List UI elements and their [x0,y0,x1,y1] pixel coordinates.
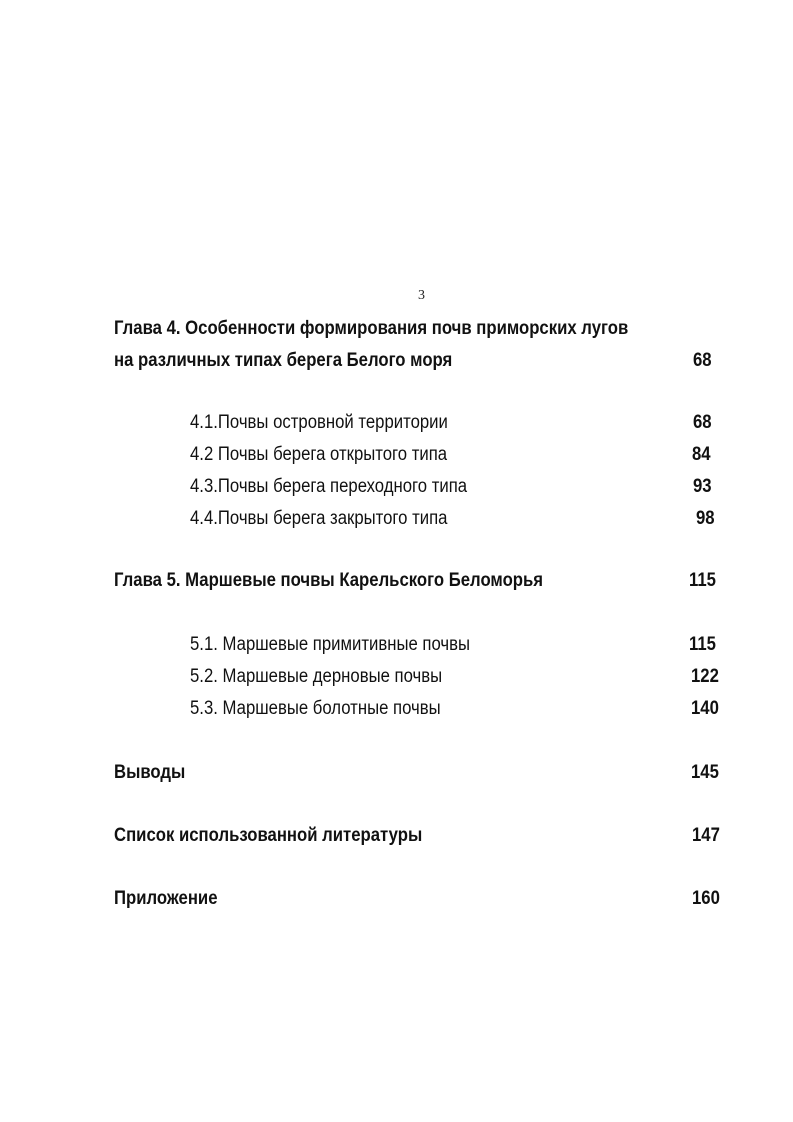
section-4-1-label: 4.1.Почвы островной территории [190,412,448,433]
conclusions-label: Выводы [114,762,186,783]
chapter-4-title-line-2: на различных типах берега Белого моря [114,350,453,371]
section-5-3-page: 140 [691,698,719,719]
section-5-1-page: 115 [689,634,716,655]
chapter-4-page: 68 [693,350,712,371]
chapter-5-page: 115 [689,570,716,591]
section-5-1-label: 5.1. Маршевые примитивные почвы [190,634,471,655]
references-page: 147 [692,825,720,846]
references-label: Список использованной литературы [114,825,423,846]
section-5-2-label: 5.2. Маршевые дерновые почвы [190,666,443,687]
section-4-4-label: 4.4.Почвы берега закрытого типа [190,508,448,529]
section-4-4-page: 98 [696,508,715,529]
section-4-3-label: 4.3.Почвы берега переходного типа [190,476,468,497]
section-4-2-label: 4.2 Почвы берега открытого типа [190,444,448,465]
section-5-3-label: 5.3. Маршевые болотные почвы [190,698,441,719]
conclusions-page: 145 [691,762,719,783]
section-4-1-page: 68 [693,412,712,433]
chapter-4-title-line-1: Глава 4. Особенности формирования почв приморских лугов [114,318,629,339]
section-4-2-page: 84 [692,444,711,465]
chapter-5-title: Глава 5. Маршевые почвы Карельского Беломорья [114,570,544,591]
section-5-2-page: 122 [691,666,719,687]
appendix-page: 160 [692,888,720,909]
page-number: 3 [418,288,425,303]
appendix-label: Приложение [114,888,218,909]
section-4-3-page: 93 [693,476,712,497]
